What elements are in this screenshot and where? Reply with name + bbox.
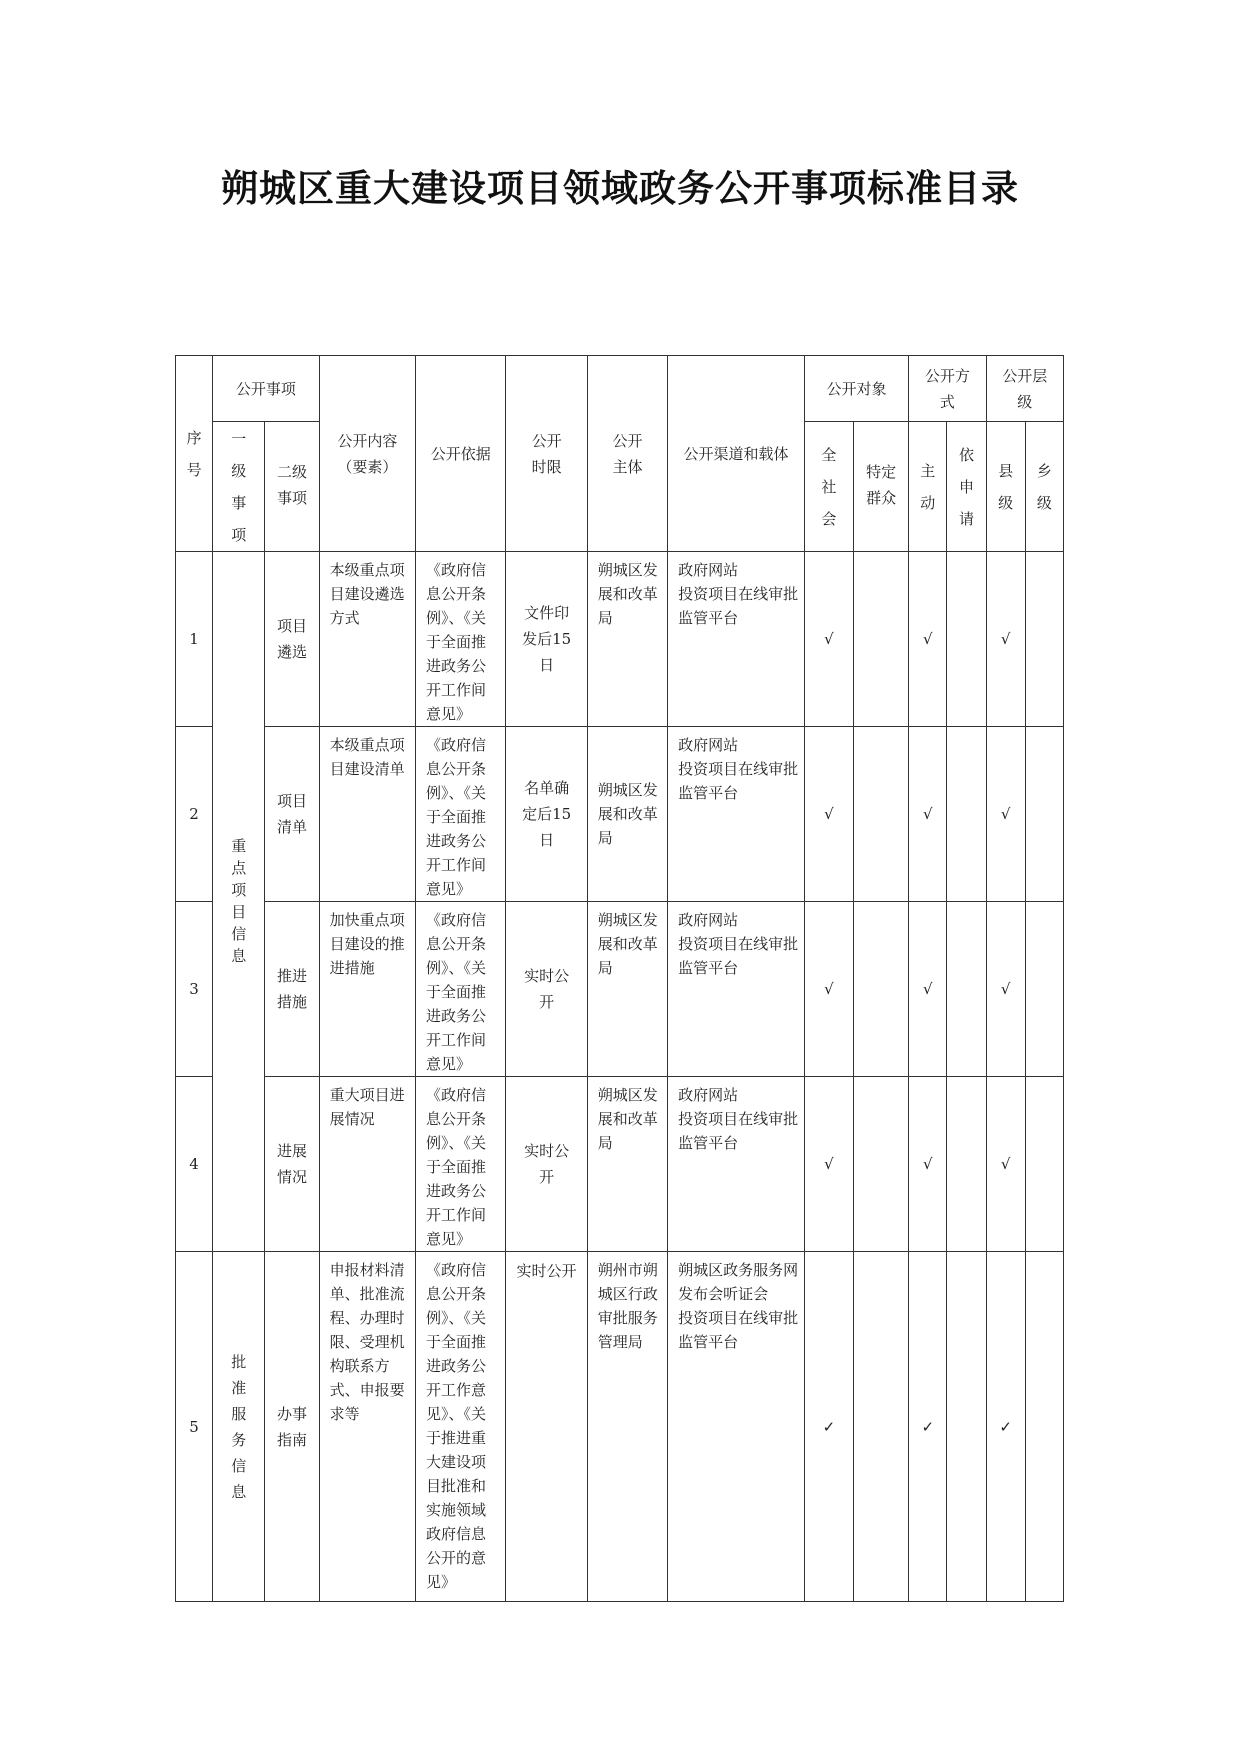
row-time-limit: 实时公开 bbox=[506, 1077, 587, 1252]
row-channel: 政府网站 投资项目在线审批监管平台 bbox=[668, 727, 805, 902]
row-specific-group bbox=[853, 1252, 908, 1602]
row-time-limit: 文件印发后15日 bbox=[506, 552, 587, 727]
row-all-society: √ bbox=[804, 552, 853, 727]
document-title: 朔城区重大建设项目领域政务公开事项标准目录 bbox=[221, 167, 1019, 210]
header-township: 乡级 bbox=[1025, 422, 1063, 552]
header-level: 公开层级 bbox=[986, 356, 1063, 422]
row-active: √ bbox=[909, 1077, 947, 1252]
header-channel: 公开渠道和载体 bbox=[668, 356, 805, 552]
row-subject: 朔城区发展和改革局 bbox=[587, 902, 667, 1077]
header-level1: 一级事项 bbox=[213, 422, 265, 552]
row-subject: 朔城区发展和改革局 bbox=[587, 727, 667, 902]
row-on-request bbox=[947, 1252, 986, 1602]
row-all-society: √ bbox=[804, 1077, 853, 1252]
header-all-society: 全社会 bbox=[804, 422, 853, 552]
header-seq: 序号 bbox=[176, 356, 213, 552]
row-level2: 项目清单 bbox=[265, 727, 319, 902]
row-level2: 进展情况 bbox=[265, 1077, 319, 1252]
row-basis: 《政府信息公开条例》、《关于全面推进政务公开工作意见》、《关于推进重大建设项目批准和实施领域政府信息公开的意见》 bbox=[416, 1252, 506, 1602]
row-township bbox=[1025, 1252, 1063, 1602]
row-level2: 推进措施 bbox=[265, 902, 319, 1077]
row-basis: 《政府信息公开条例》、《关于全面推进政务公开工作间意见》 bbox=[416, 1077, 506, 1252]
group-approval-service: 批准服务信息 bbox=[213, 1252, 265, 1602]
row-channel: 政府网站 投资项目在线审批监管平台 bbox=[668, 902, 805, 1077]
catalog-table bbox=[175, 355, 1064, 1602]
row-specific-group bbox=[853, 552, 908, 727]
row-county: ✓ bbox=[986, 1252, 1025, 1602]
row-on-request bbox=[947, 902, 986, 1077]
row-content: 本级重点项目建设清单 bbox=[319, 727, 415, 902]
row-content: 申报材料清单、批准流程、办理时限、受理机构联系方式、申报要求等 bbox=[319, 1252, 415, 1602]
row-county: √ bbox=[986, 1077, 1025, 1252]
row-seq: 2 bbox=[176, 727, 213, 902]
row-active: ✓ bbox=[909, 1252, 947, 1602]
row-specific-group bbox=[853, 902, 908, 1077]
row-specific-group bbox=[853, 1077, 908, 1252]
header-audience: 公开对象 bbox=[804, 356, 908, 422]
row-seq: 5 bbox=[176, 1252, 213, 1602]
header-content: 公开内容（要素） bbox=[319, 356, 415, 552]
row-content: 加快重点项目建设的推进措施 bbox=[319, 902, 415, 1077]
row-active: √ bbox=[909, 902, 947, 1077]
row-seq: 1 bbox=[176, 552, 213, 727]
row-county: √ bbox=[986, 552, 1025, 727]
row-channel: 政府网站 投资项目在线审批监管平台 bbox=[668, 1077, 805, 1252]
header-time-limit: 公开时限 bbox=[506, 356, 587, 552]
row-county: √ bbox=[986, 902, 1025, 1077]
row-level2: 项目遴选 bbox=[265, 552, 319, 727]
row-township bbox=[1025, 552, 1063, 727]
row-content: 重大项目进展情况 bbox=[319, 1077, 415, 1252]
row-time-limit: 实时公开 bbox=[506, 1252, 587, 1602]
header-subject: 公开主体 bbox=[587, 356, 667, 552]
row-subject: 朔州市朔城区行政审批服务管理局 bbox=[587, 1252, 667, 1602]
row-content: 本级重点项目建设遴选方式 bbox=[319, 552, 415, 727]
header-method: 公开方式 bbox=[909, 356, 986, 422]
row-on-request bbox=[947, 727, 986, 902]
row-subject: 朔城区发展和改革局 bbox=[587, 1077, 667, 1252]
header-active: 主动 bbox=[909, 422, 947, 552]
row-time-limit: 实时公开 bbox=[506, 902, 587, 1077]
row-seq: 4 bbox=[176, 1077, 213, 1252]
table-row bbox=[176, 727, 1064, 902]
row-channel: 政府网站 投资项目在线审批监管平台 bbox=[668, 552, 805, 727]
row-all-society: √ bbox=[804, 902, 853, 1077]
header-on-request: 依申请 bbox=[947, 422, 986, 552]
table-row bbox=[176, 902, 1064, 1077]
row-active: √ bbox=[909, 552, 947, 727]
table-row bbox=[176, 1252, 1064, 1602]
header-county: 县级 bbox=[986, 422, 1025, 552]
row-on-request bbox=[947, 552, 986, 727]
row-channel: 朔城区政务服务网 发布会听证会 投资项目在线审批监管平台 bbox=[668, 1252, 805, 1602]
row-all-society: ✓ bbox=[804, 1252, 853, 1602]
row-active: √ bbox=[909, 727, 947, 902]
table-row bbox=[176, 552, 1064, 727]
row-subject: 朔城区发展和改革局 bbox=[587, 552, 667, 727]
row-township bbox=[1025, 902, 1063, 1077]
header-basis: 公开依据 bbox=[416, 356, 506, 552]
row-township bbox=[1025, 727, 1063, 902]
header-row-1 bbox=[176, 356, 1064, 422]
row-on-request bbox=[947, 1077, 986, 1252]
group-key-projects: 重点项目信息 bbox=[213, 552, 265, 1252]
row-level2: 办事指南 bbox=[265, 1252, 319, 1602]
row-specific-group bbox=[853, 727, 908, 902]
row-county: √ bbox=[986, 727, 1025, 902]
row-township bbox=[1025, 1077, 1063, 1252]
header-level2: 二级事项 bbox=[265, 422, 319, 552]
table-row bbox=[176, 1077, 1064, 1252]
row-basis: 《政府信息公开条例》、《关于全面推进政务公开工作间意见》 bbox=[416, 552, 506, 727]
row-basis: 《政府信息公开条例》、《关于全面推进政务公开工作间意见》 bbox=[416, 727, 506, 902]
row-basis: 《政府信息公开条例》、《关于全面推进政务公开工作间意见》 bbox=[416, 902, 506, 1077]
row-all-society: √ bbox=[804, 727, 853, 902]
row-seq: 3 bbox=[176, 902, 213, 1077]
header-specific-group: 特定群众 bbox=[853, 422, 908, 552]
row-time-limit: 名单确定后15日 bbox=[506, 727, 587, 902]
header-items: 公开事项 bbox=[213, 356, 319, 422]
